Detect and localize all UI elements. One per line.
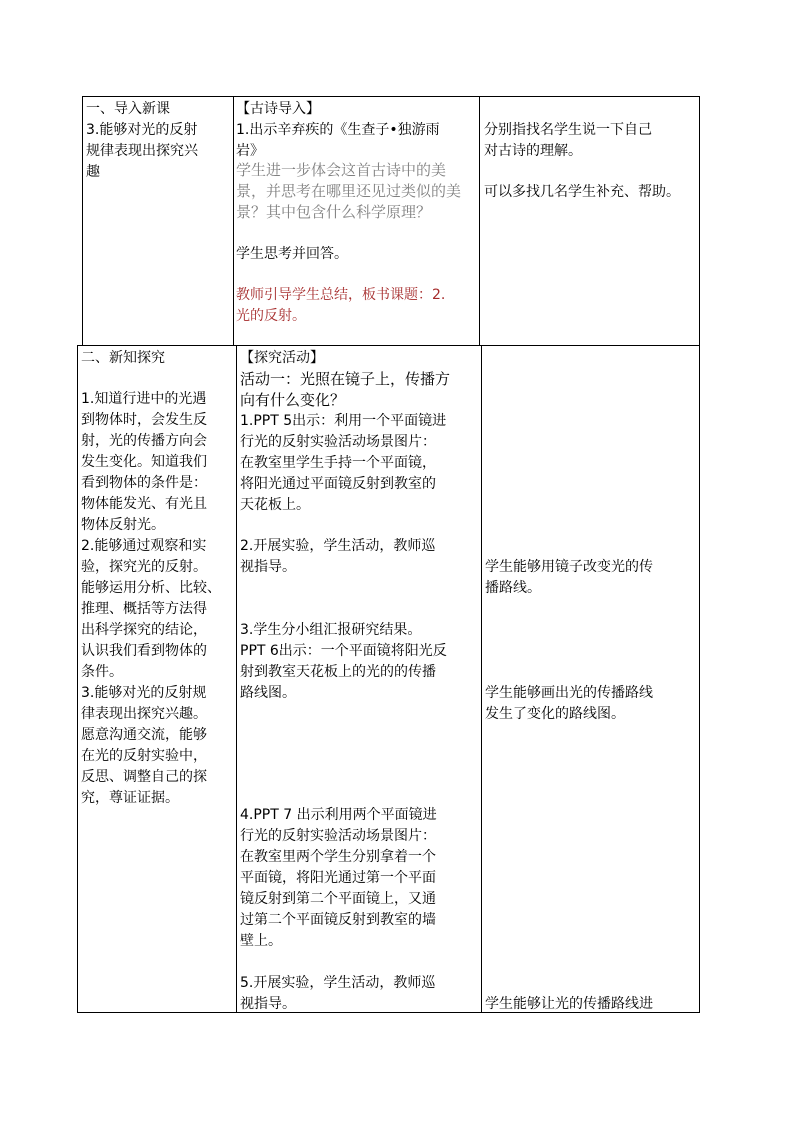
- section1-poem: 1.出示辛弃疾的《生查子•独游雨 岩》: [236, 122, 440, 159]
- section2-title: 【探究活动】: [240, 350, 324, 366]
- section1-title: 【古诗导入】: [236, 101, 320, 117]
- section1-divider-1: [233, 96, 234, 346]
- section1-divider-2: [479, 96, 480, 346]
- section2-step-4: 4.PPT 7 出示利用两个平面镜进 行光的反射实验活动场景图片： 在教室里两个学生分别拿着一个 平面镜，将阳光通过第一个平面 镜反射到第二个平面镜上，又通 过第二个平面镜反射到教室的墙 壁上。: [240, 807, 437, 949]
- section2-step-1: 1.PPT 5出示：利用一个平面镜进 行光的反射实验活动场景图片： 在教室里学生手持一个平面镜， 将阳光通过平面镜反射到教室的 天花板上。: [240, 413, 447, 513]
- section2-divider-1: [236, 345, 237, 1013]
- section2-activity: 活动一：光照在镜子上，传播方 向有什么变化？: [240, 370, 451, 409]
- section1-heading: 一、导入新课: [86, 101, 170, 117]
- section1-prompt: 学生进一步体会这首古诗中的美 景，并思考在哪里还见过类似的美 景？其中包含什么科学原理？: [236, 161, 462, 221]
- section2-note-3: 学生能够让光的传播路线进: [485, 996, 653, 1012]
- section1-note-2: 可以多找几名学生补充、帮助。: [484, 184, 680, 200]
- section2-step-2: 2.开展实验，学生活动，教师巡 视指导。: [240, 538, 436, 575]
- section1-answer: 学生思考并回答。: [236, 246, 348, 262]
- section2-heading: 二、新知探究: [81, 350, 165, 366]
- section1-summary: 教师引导学生总结，板书课题：2. 光的反射。: [236, 287, 446, 324]
- section1-note-1: 分别指找名学生说一下自己 对古诗的理解。: [484, 122, 652, 159]
- section2-note-2: 学生能够画出光的传播路线 发生了变化的路线图。: [485, 685, 653, 722]
- section2-divider-2: [481, 345, 482, 1013]
- section2-objectives: 1.知道行进中的光遇 到物体时，会发生反 射，光的传播方向会 发生变化。知道我们 看到物体的条件是： 物体能发光、有光且 物体反射光。 2.能够通过观察和实 验，探究光的反射。 能够运用分析、比较、 推理、概括等方法得 出科学探究的结论， 认识我们看到物体的 条件。 3.能够对光的反射规 律表现出探究兴趣。 愿意沟通交流，能够 在光的反射实验中， 反思、调整自己的探 究，尊证证据。: [81, 391, 221, 806]
- section2-step-5: 5.开展实验，学生活动，教师巡 视指导。: [240, 975, 436, 1012]
- section1-objective: 3.能够对光的反射 规律表现出探究兴 趣: [86, 122, 198, 180]
- section2-step-3: 3.学生分小组汇报研究结果。 PPT 6出示：一个平面镜将阳光反 射到教室天花板上的光的的传播 路线图。: [240, 622, 447, 701]
- section2-note-1: 学生能够用镜子改变光的传 播路线。: [485, 559, 653, 596]
